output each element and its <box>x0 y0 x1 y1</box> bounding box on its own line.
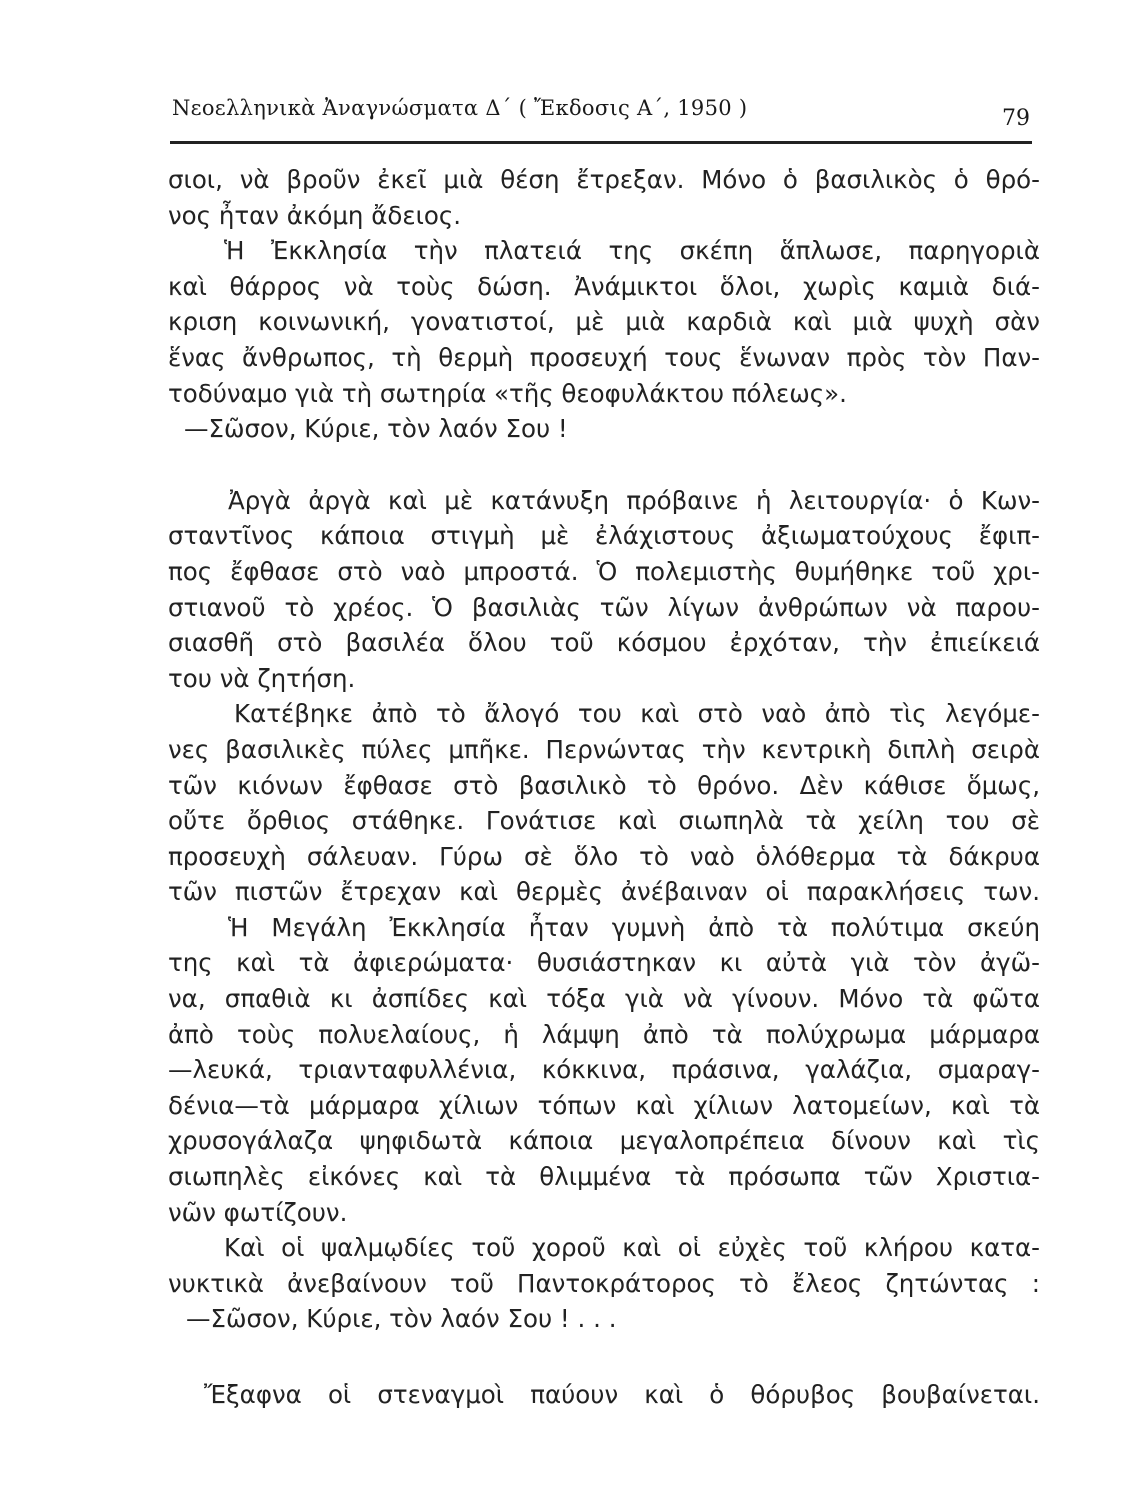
header-rule <box>170 141 1032 144</box>
text-line: νος ἦταν ἀκόμη ἄδειος. <box>168 200 462 230</box>
text-line: —Σῶσον, Κύριε, τὸν λαόν Σου ! <box>184 414 568 444</box>
text-line: δένια—τὰ μάρμαρα χίλιων τόπων καὶ χίλιων λατομείων, καὶ τὰ <box>168 1090 1040 1120</box>
running-header <box>170 88 1032 144</box>
text-line: ἕνας ἄνθρωπος, τὴ θερμὴ προσευχή τους ἕνωναν πρὸς τὸν Παν- <box>168 342 1040 372</box>
text-line: Ἡ Μεγάλη Ἐκκλησία ἦταν γυμνὴ ἀπὸ τὰ πολύτιμα σκεύη <box>228 912 1040 942</box>
text-line: τῶν πιστῶν ἔτρεχαν καὶ θερμὲς ἀνέβαιναν οἱ παρακλήσεις των. <box>168 877 1040 907</box>
text-line: —Σῶσον, Κύριε, τὸν λαόν Σου ! . . . <box>186 1304 617 1334</box>
text-line: χρυσογάλαζα ψηφιδωτὰ κάποια μεγαλοπρέπεια δίνουν καὶ τὶς <box>168 1126 1040 1156</box>
text-line: σταντῖνος κάποια στιγμὴ μὲ ἐλάχιστους ἀξιωματούχους ἔφιπ- <box>168 521 1040 551</box>
text-line: νῶν φωτίζουν. <box>168 1197 348 1227</box>
text-line: να, σπαθιὰ κι ἀσπίδες καὶ τόξα γιὰ νὰ γίνουν. Μόνο τὰ φῶτα <box>168 984 1040 1014</box>
text-line: ἀπὸ τοὺς πολυελαίους, ἡ λάμψη ἀπὸ τὰ πολύχρωμα μάρμαρα <box>168 1019 1040 1049</box>
body-text <box>168 162 1040 1413</box>
text-line: Ἀργὰ ἀργὰ καὶ μὲ κατάνυξη πρόβαινε ἡ λειτουργία· ὁ Κων- <box>228 485 1040 515</box>
text-line: Ἡ Ἐκκλησία τὴν πλατειά της σκέπη ἅπλωσε, παρηγοριὰ <box>224 236 1040 266</box>
text-line: τοδύναμο γιὰ τὴ σωτηρία «τῆς θεοφυλάκτου πόλεως». <box>168 378 847 408</box>
text-line: νες βασιλικὲς πύλες μπῆκε. Περνώντας τὴν κεντρικὴ διπλὴ σειρὰ <box>168 734 1040 764</box>
text-line: σιωπηλὲς εἰκόνες καὶ τὰ θλιμμένα τὰ πρόσωπα τῶν Χριστια- <box>168 1162 1040 1192</box>
text-line: πος ἔφθασε στὸ ναὸ μπροστά. Ὁ πολεμιστὴς θυμήθηκε τοῦ χρι- <box>168 556 1040 586</box>
section-gap <box>168 1337 1040 1377</box>
header-title: Νεοελληνικὰ Ἀναγνώσματα Δ΄ ( Ἔκδοσις Α΄, 1950 ) <box>172 96 748 120</box>
text-line: τῶν κιόνων ἔφθασε στὸ βασιλικὸ τὸ θρόνο. Δὲν κάθισε ὅμως, <box>168 770 1040 800</box>
text-line: Καὶ οἱ ψαλμῳδίες τοῦ χοροῦ καὶ οἱ εὐχὲς τοῦ κλήρου κατα- <box>224 1233 1040 1263</box>
text-line: νυκτικὰ ἀνεβαίνουν τοῦ Παντοκράτορος τὸ ἔλεος ζητώντας : <box>168 1268 1040 1298</box>
text-line: Κατέβηκε ἀπὸ τὸ ἄλογό του καὶ στὸ ναὸ ἀπὸ τὶς λεγόμε- <box>234 699 1040 729</box>
text-line: —λευκά, τριανταφυλλένια, κόκκινα, πράσινα, γαλάζια, σμαραγ- <box>168 1055 1040 1085</box>
text-line: στιανοῦ τὸ χρέος. Ὁ βασιλιὰς τῶν λίγων ἀνθρώπων νὰ παρου- <box>168 592 1040 622</box>
text-line: καὶ θάρρος νὰ τοὺς δώση. Ἀνάμικτοι ὅλοι, χωρὶς καμιὰ διά- <box>168 271 1040 301</box>
text-line: σιοι, νὰ βροῦν ἐκεῖ μιὰ θέση ἔτρεξαν. Μόνο ὁ βασιλικὸς ὁ θρό- <box>168 165 1040 194</box>
text-line: οὔτε ὄρθιος στάθηκε. Γονάτισε καὶ σιωπηλὰ τὰ χείλη του σὲ <box>168 806 1040 836</box>
text-line: της καὶ τὰ ἀφιερώματα· θυσιάστηκαν κι αὐτὰ γιὰ τὸν ἀγῶ- <box>168 948 1040 978</box>
text-line: Ἔξαφνα οἱ στεναγμοὶ παύουν καὶ ὁ θόρυβος βουβαίνεται. <box>204 1380 1040 1409</box>
text-line: σιασθῆ στὸ βασιλέα ὅλου τοῦ κόσμου ἐρχόταν, τὴν ἐπιείκειά <box>168 628 1040 658</box>
text-line: κριση κοινωνική, γονατιστοί, μὲ μιὰ καρδιὰ καὶ μιὰ ψυχὴ σὰν <box>168 307 1040 337</box>
text-line: προσευχὴ σάλευαν. Γύρω σὲ ὅλο τὸ ναὸ ὁλόθερμα τὰ δάκρυα <box>168 841 1040 871</box>
section-gap <box>168 447 1040 483</box>
page-number: 79 <box>1002 106 1030 131</box>
text-line: του νὰ ζητήση. <box>168 663 356 693</box>
